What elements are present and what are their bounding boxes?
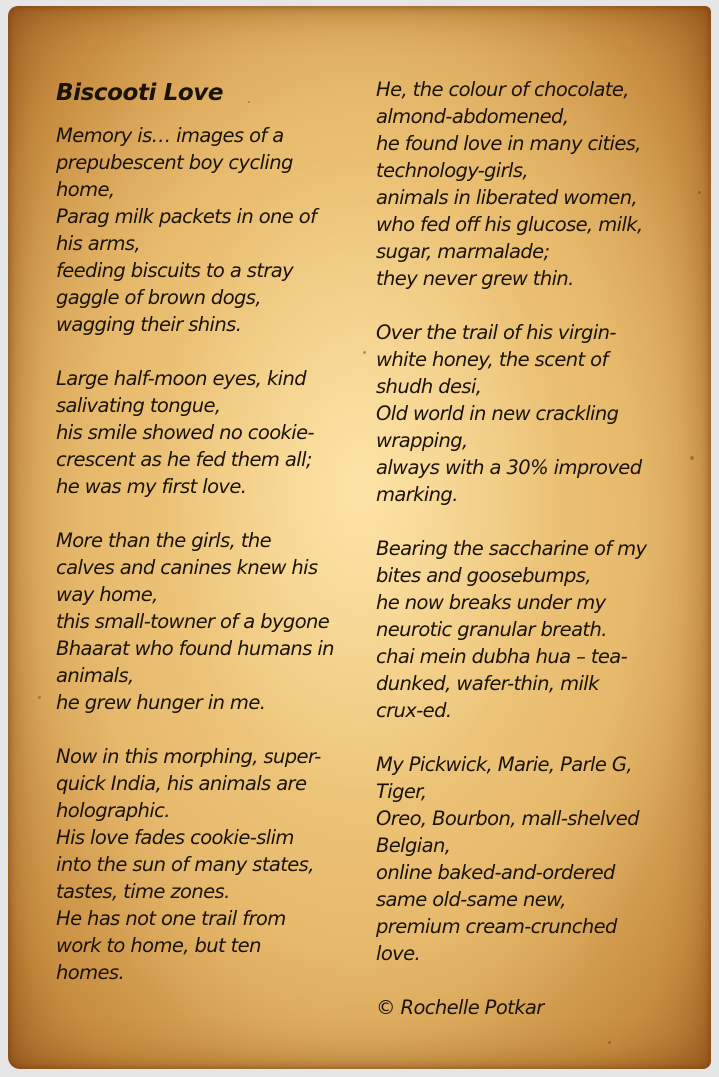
poem-line: always with a 30% improved (376, 456, 642, 479)
poem-line: they never grew thin. (376, 267, 574, 290)
poem-line: same old-same new, (376, 888, 566, 911)
stanza (376, 535, 676, 724)
poem-line: Tiger, (376, 780, 427, 803)
poem-line: Oreo, Bourbon, mall-shelved (376, 807, 639, 830)
poem-line: Parag milk packets in one of (56, 205, 317, 228)
poem-line: he grew hunger in me. (56, 691, 266, 714)
poem-line: Now in this morphing, super- (56, 745, 321, 768)
stanza (56, 365, 356, 500)
poem-line: his arms, (56, 232, 141, 255)
poem-line: feeding biscuits to a stray (56, 259, 294, 282)
poem-line: salivating tongue, (56, 394, 221, 417)
poem-line: his smile showed no cookie- (56, 421, 314, 444)
poem-line: almond-abdomened, (376, 105, 569, 128)
poem-line: home, (56, 178, 115, 201)
poem-line: marking. (376, 483, 458, 506)
poem-line: Large half-moon eyes, kind (56, 367, 307, 390)
stanza (56, 122, 356, 338)
poem-line: quick India, his animals are (56, 772, 307, 795)
poem-line: holographic. (56, 799, 170, 822)
poem-line: neurotic granular breath. (376, 618, 607, 641)
poem-line: crescent as he fed them all; (56, 448, 312, 471)
stanza (376, 76, 676, 292)
poem-line: he now breaks under my (376, 591, 606, 614)
poem-line: animals, (56, 664, 134, 687)
poem-line: My Pickwick, Marie, Parle G, (376, 753, 632, 776)
poem-line: Old world in new crackling (376, 402, 619, 425)
stanza (56, 743, 356, 986)
poem-line: homes. (56, 961, 125, 984)
poem-line: bites and goosebumps, (376, 564, 591, 587)
poem-line: tastes, time zones. (56, 880, 230, 903)
copyright-credit: © Rochelle Potkar (376, 996, 544, 1019)
poem-left-column (56, 76, 356, 1013)
poem-line: he was my first love. (56, 475, 247, 498)
poem-line: gaggle of brown dogs, (56, 286, 261, 309)
poem-line: wagging their shins. (56, 313, 242, 336)
poem-line: work to home, but ten (56, 934, 261, 957)
left-stanzas (56, 122, 356, 986)
poem-line: Belgian, (376, 834, 451, 857)
poem-line: shudh desi, (376, 375, 482, 398)
poem-line: crux-ed. (376, 699, 452, 722)
right-stanzas (376, 76, 676, 967)
poem-line: into the sun of many states, (56, 853, 314, 876)
poem-line: chai mein dubha hua – tea- (376, 645, 628, 668)
poem-line: prepubescent boy cycling (56, 151, 293, 174)
poem-line: love. (376, 942, 421, 965)
poem-line: Over the trail of his virgin- (376, 321, 616, 344)
poem-line: He has not one trail from (56, 907, 286, 930)
poem-line: online baked-and-ordered (376, 861, 615, 884)
poem-line: this small-towner of a bygone (56, 610, 330, 633)
poem-line: who fed off his glucose, milk, (376, 213, 643, 236)
aged-paper-background (8, 6, 711, 1069)
poem-line: way home, (56, 583, 158, 606)
poem-line: animals in liberated women, (376, 186, 638, 209)
stanza (376, 319, 676, 508)
poem-line: Memory is… images of a (56, 124, 284, 147)
poem-line: he found love in many cities, (376, 132, 641, 155)
poem-line: technology-girls, (376, 159, 529, 182)
poem-line: wrapping, (376, 429, 468, 452)
poem-line: He, the colour of chocolate, (376, 78, 629, 101)
poem-line: dunked, wafer-thin, milk (376, 672, 599, 695)
stanza (56, 527, 356, 716)
poem-line: His love fades cookie-slim (56, 826, 294, 849)
poem-right-column (376, 76, 676, 1021)
poem-title: Biscooti Love (56, 80, 224, 106)
poem-line: More than the girls, the (56, 529, 272, 552)
poem-line: Bearing the saccharine of my (376, 537, 647, 560)
stanza (376, 751, 676, 967)
poem-line: premium cream-crunched (376, 915, 617, 938)
poem-line: sugar, marmalade; (376, 240, 550, 263)
poem-line: Bhaarat who found humans in (56, 637, 334, 660)
poem-line: calves and canines knew his (56, 556, 318, 579)
poem-line: white honey, the scent of (376, 348, 608, 371)
